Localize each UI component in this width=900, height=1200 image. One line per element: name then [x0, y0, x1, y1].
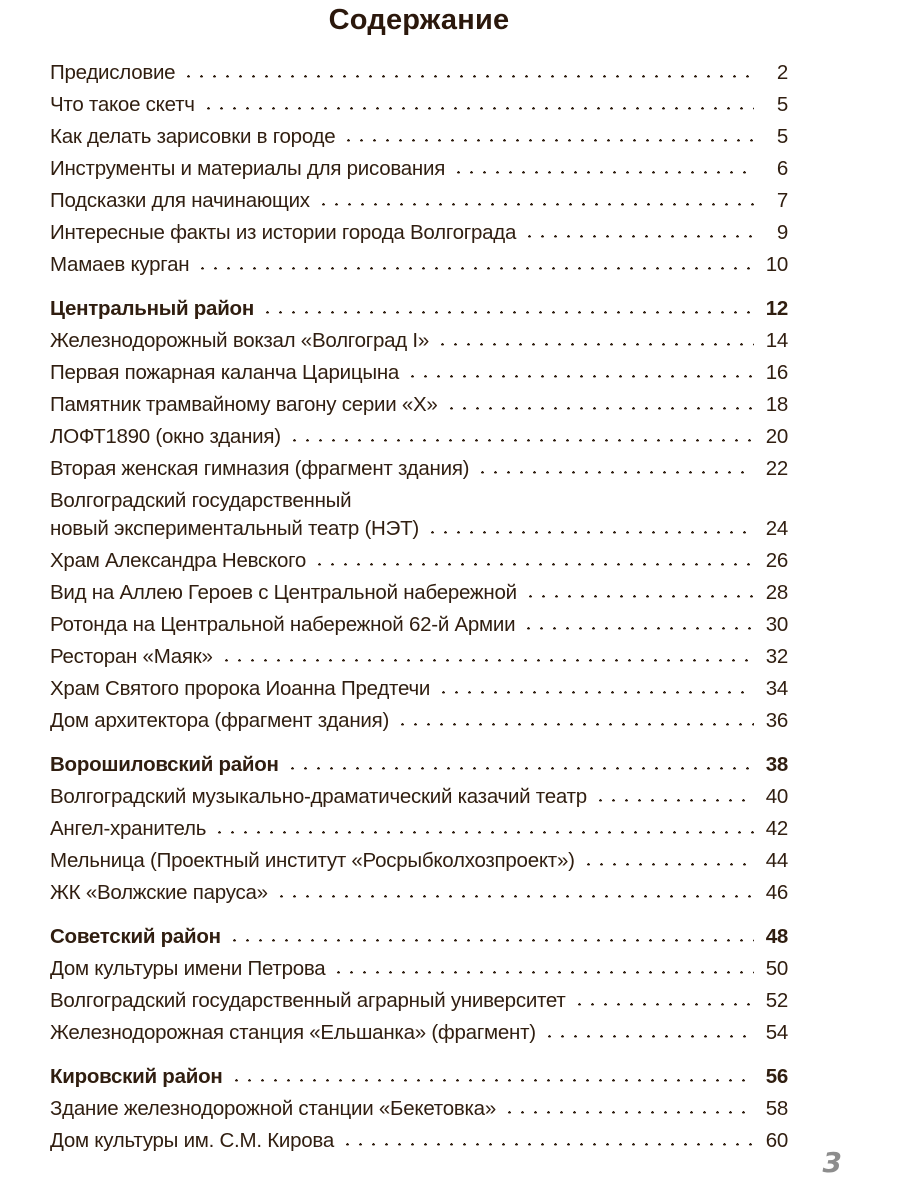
toc-entry: [50, 425, 788, 457]
dot-leader: [342, 138, 754, 143]
entry-page-number: 28: [765, 581, 788, 604]
toc-entry: [50, 221, 788, 253]
entry-page-number: 10: [765, 253, 788, 276]
dot-leader: [476, 470, 754, 475]
entry-page-number: 50: [765, 957, 788, 980]
entry-page-number: 12: [765, 297, 788, 320]
page-number: 3: [822, 1146, 842, 1179]
toc-entry: [50, 677, 788, 709]
entry-page-number: 5: [776, 125, 788, 148]
dot-leader: [228, 938, 754, 943]
entry-title: Дом культуры имени Петрова: [50, 957, 326, 980]
toc-entry: [50, 645, 788, 677]
entry-title: Центральный район: [50, 297, 254, 320]
entry-title: Волгоградский государственный аграрный университет: [50, 989, 566, 1012]
dot-leader: [261, 310, 754, 315]
entry-page-number: 44: [765, 849, 788, 872]
entry-page-number: 58: [765, 1097, 788, 1120]
entry-page-number: 16: [765, 361, 788, 384]
toc-group: [50, 925, 788, 1053]
entry-page-number: 32: [765, 645, 788, 668]
entry-title: Волгоградский музыкально-драматический казачий театр: [50, 785, 587, 808]
entry-page-number: 14: [765, 329, 788, 352]
toc-entry: [50, 1129, 788, 1161]
dot-leader: [573, 1002, 754, 1007]
entry-page-number: 46: [765, 881, 788, 904]
entry-title: Здание железнодорожной станции «Бекетовка»: [50, 1097, 496, 1120]
toc-entry: [50, 1097, 788, 1129]
entry-title: Как делать зарисовки в городе: [50, 125, 336, 148]
entry-title: ЖК «Волжские паруса»: [50, 881, 268, 904]
toc-section-header: [50, 753, 788, 785]
dot-leader: [202, 106, 754, 111]
entry-title: Подсказки для начинающих: [50, 189, 310, 212]
toc-entry: [50, 989, 788, 1021]
entry-title: Советский район: [50, 925, 221, 948]
dot-leader: [445, 406, 754, 411]
entry-page-number: 20: [765, 425, 788, 448]
toc-entry: [50, 613, 788, 645]
entry-page-number: 56: [765, 1065, 788, 1088]
dot-leader: [288, 438, 754, 443]
dot-leader: [317, 202, 754, 207]
entry-title: новый экспериментальный театр (НЭТ): [50, 517, 419, 540]
entry-title: Железнодорожная станция «Ельшанка» (фрагмент): [50, 1021, 536, 1044]
entry-page-number: 24: [765, 517, 788, 540]
dot-leader: [275, 894, 754, 899]
entry-title: Интересные факты из истории города Волгограда: [50, 221, 517, 244]
toc-group: [50, 61, 788, 285]
toc-entry: [50, 253, 788, 285]
dot-leader: [503, 1110, 754, 1115]
toc-entry: [50, 881, 788, 913]
toc-entry: [50, 709, 788, 741]
entry-page-number: 22: [765, 457, 788, 480]
dot-leader: [396, 722, 754, 727]
dot-leader: [426, 530, 754, 535]
toc-entry: [50, 393, 788, 425]
dot-leader: [523, 234, 754, 239]
dot-leader: [332, 970, 754, 975]
toc-entry: [50, 1021, 788, 1053]
dot-leader: [436, 342, 754, 347]
toc-group: [50, 297, 788, 741]
entry-title: Ангел-хранитель: [50, 817, 207, 840]
entry-title: Что такое скетч: [50, 93, 195, 116]
entry-title: Вид на Аллею Героев с Центральной набережной: [50, 581, 517, 604]
toc-section-header: [50, 297, 788, 329]
entry-page-number: 5: [776, 93, 788, 116]
page-title: Содержание: [328, 4, 510, 36]
entry-page-number: 60: [765, 1129, 788, 1152]
dot-leader: [230, 1078, 755, 1083]
entry-title: Ротонда на Центральной набережной 62-й Армии: [50, 613, 516, 636]
entry-page-number: 34: [765, 677, 788, 700]
entry-page-number: 6: [776, 157, 788, 180]
dot-leader: [452, 170, 754, 175]
entry-page-number: 26: [765, 549, 788, 572]
toc-list: [50, 61, 788, 1161]
toc-entry: [50, 817, 788, 849]
entry-title: Дом архитектора (фрагмент здания): [50, 709, 390, 732]
entry-title: Храм Святого пророка Иоанна Предтечи: [50, 677, 431, 700]
dot-leader: [406, 374, 754, 379]
toc-group: [50, 753, 788, 913]
toc-entry: [50, 457, 788, 489]
entry-page-number: 30: [765, 613, 788, 636]
dot-leader: [522, 626, 754, 631]
entry-page-number: 9: [776, 221, 788, 244]
entry-title: Храм Александра Невского: [50, 549, 307, 572]
toc-entry: [50, 849, 788, 881]
toc-entry: [50, 517, 788, 549]
entry-page-number: 38: [765, 753, 788, 776]
entry-page-number: 52: [765, 989, 788, 1012]
entry-title: Предисловие: [50, 61, 176, 84]
entry-title: ЛОФТ1890 (окно здания): [50, 425, 281, 448]
entry-title: Мамаев курган: [50, 253, 190, 276]
entry-title: Дом культуры им. С.М. Кирова: [50, 1129, 334, 1152]
toc-entry: [50, 329, 788, 361]
entry-title: Ворошиловский район: [50, 753, 279, 776]
toc-section-header: [50, 925, 788, 957]
dot-leader: [220, 658, 754, 663]
entry-page-number: 36: [765, 709, 788, 732]
toc-entry: [50, 61, 788, 93]
toc-entry: [50, 93, 788, 125]
entry-title: Вторая женская гимназия (фрагмент здания): [50, 457, 470, 480]
entry-page-number: 7: [776, 189, 788, 212]
toc-entry: [50, 189, 788, 221]
entry-title: Ресторан «Маяк»: [50, 645, 213, 668]
entry-title: Памятник трамвайному вагону серии «Х»: [50, 393, 438, 416]
toc-entry-first-line: Волгоградский государственный: [50, 489, 352, 512]
dot-leader: [582, 862, 754, 867]
dot-leader: [543, 1034, 754, 1039]
dot-leader: [182, 74, 754, 79]
entry-title: Первая пожарная каланча Царицына: [50, 361, 400, 384]
toc-entry: [50, 361, 788, 393]
entry-title: Мельница (Проектный институт «Росрыбколхозпроект»): [50, 849, 575, 872]
entry-page-number: 40: [765, 785, 788, 808]
dot-leader: [341, 1142, 754, 1147]
entry-page-number: 18: [765, 393, 788, 416]
entry-page-number: 48: [765, 925, 788, 948]
dot-leader: [437, 690, 754, 695]
toc-entry: [50, 581, 788, 613]
toc-entry: [50, 957, 788, 989]
entry-page-number: 2: [776, 61, 788, 84]
entry-title: Инструменты и материалы для рисования: [50, 157, 446, 180]
toc-entry: [50, 125, 788, 157]
toc-group: [50, 1065, 788, 1161]
toc-entry: [50, 549, 788, 581]
dot-leader: [524, 594, 754, 599]
toc-entry: [50, 157, 788, 189]
entry-page-number: 54: [765, 1021, 788, 1044]
dot-leader: [213, 830, 754, 835]
entry-title: Железнодорожный вокзал «Волгоград I»: [50, 329, 429, 352]
entry-page-number: 42: [765, 817, 788, 840]
dot-leader: [196, 266, 754, 271]
dot-leader: [313, 562, 754, 567]
dot-leader: [594, 798, 754, 803]
dot-leader: [286, 766, 754, 771]
entry-title: Кировский район: [50, 1065, 223, 1088]
toc-entry: [50, 785, 788, 817]
toc-section-header: [50, 1065, 788, 1097]
